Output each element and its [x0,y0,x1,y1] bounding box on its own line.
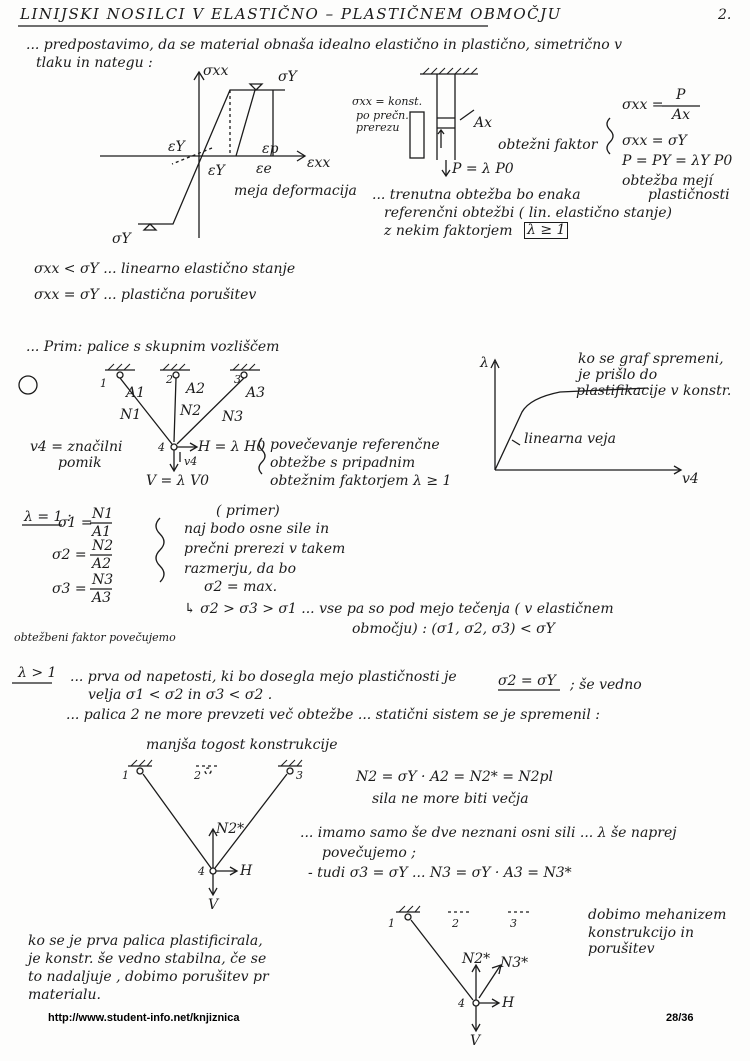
s2-v-label: V [208,897,219,913]
lambda-one-text-5: ↳ σ2 > σ3 > σ1 ... vse pa so pod mejo tečenja ( v elastičnem [184,601,614,617]
truss-sketch-2 [128,760,302,895]
eps-y-right: εY [208,163,225,179]
state-plastic: σxx = σY ... plastična porušitev [34,287,257,303]
graph-note-2: je prišlo do [578,367,658,383]
intro-line-1: ... predpostavimo, da se material obnaša idealno elastično in plastično, simetrično v [26,37,623,53]
bar-note-2: po prečn. [356,109,409,122]
force-n3-label: N3 [222,409,244,425]
s2-node-3: 3 [296,769,303,782]
s2-text-2: povečujemo ; [322,845,416,861]
eq1-denominator: Ax [672,107,691,123]
eq1-numerator: P [676,87,686,103]
s2-text-3: - tudi σ3 = σY ... N3 = σY · A3 = N3* [308,865,572,881]
s3-h-label: H [502,995,515,1011]
lambda-one-text-6: območju) : (σ1, σ2, σ3) < σY [352,621,555,637]
v4-note-line-2: pomik [58,455,102,471]
lambda-one-text-1: naj bodo osne sile in [184,521,330,537]
page-title: LINIJSKI NOSILCI V ELASTIČNO – PLASTIČNEM OBMOČJU [20,5,562,23]
graph-note-1: ko se graf spremeni, [578,351,724,367]
sigma1-den: A1 [92,524,112,540]
sigma3-num: N3 [92,572,114,588]
s3-node-4: 4 [458,997,465,1010]
page-mark: 2. [718,7,732,23]
bar-area-label: Ax [474,115,493,131]
s3-left-4: materialu. [28,987,101,1003]
area-a1-label: A1 [126,385,146,401]
s3-node-2: 2 [452,917,459,930]
s2-node-2: 2 [194,769,201,782]
v4-note-line-1: v4 = značilni [30,439,123,455]
v4-arrow-label: v4 [184,455,198,468]
s2-text-1: ... imamo samo še dve neznani osni sili ... λ še naprej [300,825,677,841]
lambda-gt-label: λ > 1 [18,665,57,681]
current-load-line-3: z nekim faktorjem [384,223,513,239]
current-load-line-2: referenčni obtežbi ( lin. elastično stanje) [384,205,672,221]
lambda-axis-label: λ [480,355,489,371]
lambda-condition-box: λ ≥ 1 [524,222,568,239]
current-load-line-1: ... trenutna obtežba bo enaka [372,187,581,203]
area-a3-label: A3 [246,385,266,401]
lambda-gt-line-3: ... palica 2 ne more prevzeti več obtežbe ... statični sistem se je spremenil : [66,707,601,723]
eq1-lhs: σxx = [622,97,664,113]
load-factor-label: obtežni faktor [498,137,598,153]
sigma1-lhs: σ1 = [58,515,93,531]
lambda-gt-line-2: velja σ1 < σ2 in σ3 < σ2 . [88,687,273,703]
force-n1-label: N1 [120,407,142,423]
lambda-gt-line-1: ... prva od napetosti, ki bo dosegla mejo plastičnosti je [70,669,457,685]
meja-label: meja deformacija [234,183,357,199]
sigma1-num: N1 [92,506,114,522]
node-4-label: 4 [158,441,165,454]
eps-p-label: εp [262,141,279,157]
s3-node-3: 3 [510,917,517,930]
s2-node-1: 1 [122,769,129,782]
increase-note-3: obtežnim faktorjem λ ≥ 1 [270,473,452,489]
s3-left-3: to nadaljuje , dobimo porušitev pr [28,969,269,985]
s3-result-1: dobimo mehanizem [588,907,727,923]
node-2-label: 2 [166,373,173,386]
eps-y-left: εY [168,139,185,155]
sigma2-yield-condition: σ2 = σY [498,673,556,689]
s2-h-label: H [240,863,253,879]
lambda-gt-line-1-end: ; še vedno [570,677,642,693]
primer-note: ( primer) [216,503,280,519]
s3-n2-star: N2* [462,951,491,967]
intro-line-2: tlaku in nategu : [36,55,153,71]
sigma2-den: A2 [92,556,112,572]
sigma-y-top: σY [278,69,297,85]
lambda-one-text-4: σ2 = max. [204,579,278,595]
sigma2-lhs: σ2 = [52,547,87,563]
area-a2-label: A2 [186,381,206,397]
s3-v-label: V [470,1033,481,1049]
node-3-label: 3 [234,373,241,386]
node-1-label: 1 [100,377,107,390]
second-sketch-heading: manjša togost konstrukcije [146,737,338,753]
sigma3-den: A3 [92,590,112,606]
v4-axis-label: v4 [682,471,699,487]
circle-mark [19,376,37,394]
factor-increase-note: obtežbeni faktor povečujemo [14,631,176,644]
bar-note-1: σxx = konst. [352,95,423,108]
eq2: σxx = σY [622,133,687,149]
sigma-axis-label: σxx [203,63,229,79]
increase-note-2: obtežbe s pripadnim [270,455,416,471]
sigma2-num: N2 [92,538,114,554]
bar-sketch [410,68,478,176]
graph-note-3: plastifikacije v konstr. [576,383,732,399]
sigma-y-bottom: σY [112,231,131,247]
vertical-load-label: V = λ V0 [146,473,210,489]
eq3: P = PY = λY P0 [622,153,733,169]
epsilon-axis-label: εxx [307,155,331,171]
unloading-line [236,90,255,156]
eps-e-label: εe [256,161,272,177]
s2-n2-star: N2* [216,821,245,837]
eq4-line-2: plastičnosti [648,187,730,203]
linear-branch-label: linearna veja [524,431,616,447]
footer-url[interactable]: http://www.student-info.net/knjiznica [48,1012,240,1024]
s3-result-3: porušitev [588,941,655,957]
s3-result-2: konstrukcijo in [588,925,694,941]
s2-node-4: 4 [198,865,205,878]
horizontal-load-label: H = λ H0 [198,439,266,455]
bar-load-label: P = λ P0 [452,161,514,177]
bar-note-3: prerezu [356,121,400,134]
lambda-one-text-3: razmerju, da bo [184,561,297,577]
increase-note-1: povečevanje referenčne [270,437,440,453]
example-heading: ... Prim: palice s skupnim vozliščem [26,339,280,355]
lambda-one-label: λ = 1 : [24,509,72,525]
s3-left-1: ko se je prva palica plastificirala, [28,933,263,949]
footer-page-number: 28/36 [666,1012,694,1024]
eq4-line-1: obtežba mejí [622,173,713,189]
lambda-one-text-2: prečni prerezi v takem [184,541,346,557]
force-n2-label: N2 [180,403,202,419]
s3-left-2: je konstr. še vedno stabilna, če se [28,951,267,967]
s2-eq-2: sila ne more biti večja [372,791,529,807]
s3-n3-star: N3* [500,955,529,971]
s3-node-1: 1 [388,917,395,930]
state-linear: σxx < σY ... linearno elastično stanje [34,261,296,277]
s2-eq-1: N2 = σY · A2 = N2* = N2pl [356,769,553,785]
sigma3-lhs: σ3 = [52,581,87,597]
